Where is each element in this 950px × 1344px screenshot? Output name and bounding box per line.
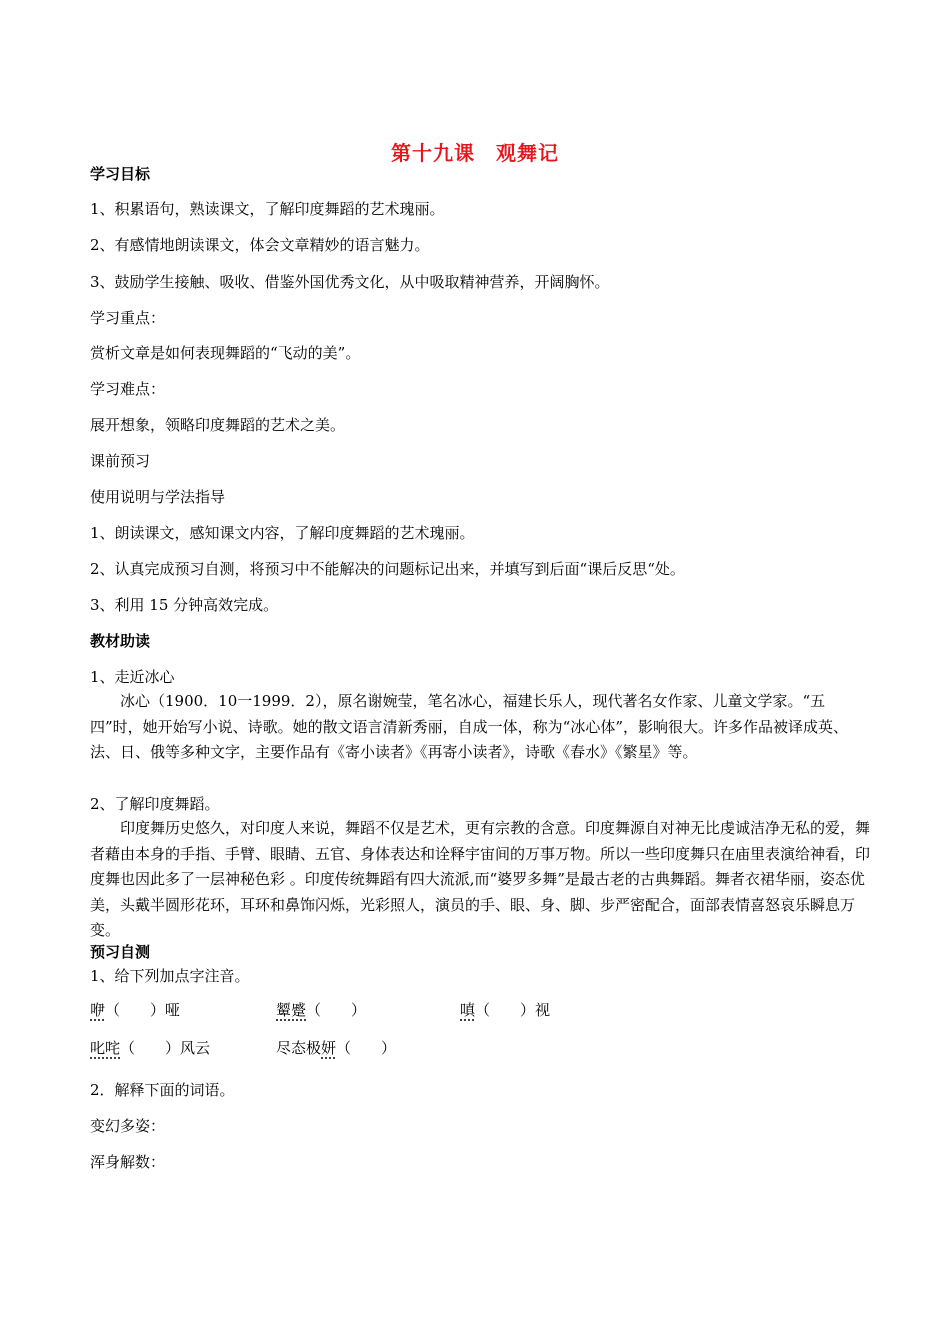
term-item: 浑身解数： xyxy=(90,1153,166,1171)
reading-section-title: 2、了解印度舞蹈。 xyxy=(90,795,220,813)
preview-item: 2、认真完成预习自测，将预习中不能解决的问题标记出来，并填写到后面“课后反思“处。 xyxy=(90,560,685,578)
term-item: 变幻多姿： xyxy=(90,1117,166,1135)
pinyin-item xyxy=(90,1001,180,1019)
pinyin-item xyxy=(460,1001,550,1019)
answer-blank[interactable]: （ ） xyxy=(306,1001,367,1019)
difficulty-label: 学习难点： xyxy=(90,380,166,398)
pinyin-item xyxy=(90,1039,210,1057)
self-test-heading: 预习自测 xyxy=(90,943,151,961)
preview-heading: 课前预习 xyxy=(90,452,151,470)
question-2: 2．解释下面的词语。 xyxy=(90,1081,235,1099)
pinyin-item xyxy=(276,1039,396,1057)
reading-heading: 教材助读 xyxy=(90,632,151,650)
preview-subheading: 使用说明与学法指导 xyxy=(90,488,226,506)
plain-chars: 尽态极 xyxy=(276,1039,322,1057)
answer-blank[interactable]: （ ）视 xyxy=(475,1001,551,1019)
answer-blank[interactable]: （ ）风云 xyxy=(120,1039,211,1057)
goals-heading: 学习目标 xyxy=(90,165,151,183)
preview-item: 1、朗读课文，感知课文内容，了解印度舞蹈的艺术瑰丽。 xyxy=(90,524,475,542)
question-1: 1、给下列加点字注音。 xyxy=(90,967,250,985)
dotted-chars: 咿 xyxy=(90,1001,106,1019)
indian-dance-paragraph: 印度舞历史悠久，对印度人来说，舞蹈不仅是艺术，更有宗教的含意。印度舞源自对神无比虔诚洁净无私的爱，舞者藉由本身的手指、手臂、眼睛、五官、身体表达和诠释宇宙间的万事万物。所以一些印度舞只在庙里表演给神看，印度舞也因此多了一层神秘色彩 。印度传统舞蹈有四大流派,而“婆罗多舞”是最古老的古典舞蹈。舞者衣裙华丽，姿态优美，头戴半圆形花环，耳环和鼻饰闪烁，光彩照人，演员的手、眼、身、脚、步严密配合，面部表情喜怒哀乐瞬息万变。 xyxy=(90,819,871,939)
goal-item: 2、有感情地朗读课文，体会文章精妙的语言魅力。 xyxy=(90,236,430,254)
answer-blank[interactable]: （ ）哑 xyxy=(105,1001,181,1019)
reading-section-title: 1、走近冰心 xyxy=(90,668,175,686)
dotted-chars: 嗔 xyxy=(460,1001,476,1019)
preview-item: 3、利用 15 分钟高效完成。 xyxy=(90,596,279,614)
goal-item: 3、鼓励学生接触、吸收、借鉴外国优秀文化，从中吸取精神营养，开阔胸怀。 xyxy=(90,273,610,291)
key-point-text: 赏析文章是如何表现舞蹈的“飞动的美”。 xyxy=(90,344,361,362)
dotted-chars: 妍 xyxy=(321,1039,337,1057)
key-point-label: 学习重点： xyxy=(90,309,166,327)
answer-blank[interactable]: （ ） xyxy=(336,1039,397,1057)
bingxin-paragraph: 冰心（1900．10一1999．2），原名谢婉莹，笔名冰心，福建长乐人，现代著名女作家、儿童文学家。“五四”时，她开始写小说、诗歌。她的散文语言清新秀丽，自成一体，称为“冰心体”，影响很大。许多作品被译成英、法、日、俄等多种文字，主要作品有《寄小读者》《再寄小读者》，诗歌《春水》《繁星》等。 xyxy=(90,692,849,761)
dotted-chars: 叱咤 xyxy=(90,1039,121,1057)
page-title: 第十九课 观舞记 xyxy=(391,141,559,165)
difficulty-text: 展开想象，领略印度舞蹈的艺术之美。 xyxy=(90,416,346,434)
pinyin-item xyxy=(276,1001,366,1019)
goal-item: 1、积累语句，熟读课文，了解印度舞蹈的艺术瑰丽。 xyxy=(90,200,445,218)
dotted-chars: 颦蹙 xyxy=(276,1001,307,1019)
